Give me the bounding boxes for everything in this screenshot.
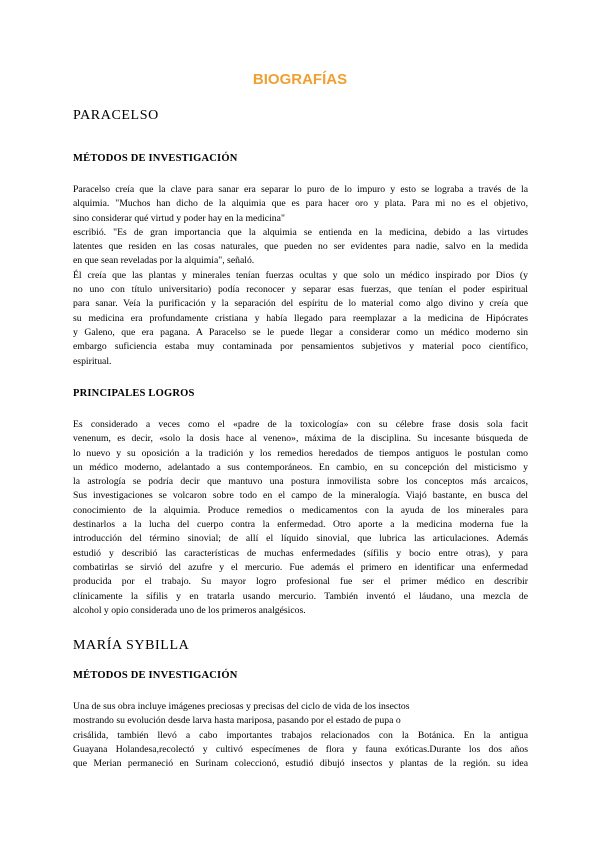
text-line: en que sean reveladas por la alquimia", señaló. xyxy=(73,255,255,267)
text-line: espiritual. xyxy=(73,355,112,367)
subsection-heading-methods: MÉTODOS DE INVESTIGACIÓN xyxy=(73,670,238,681)
text-line: crisálida, también llevó a cabo importantes trabajos relacionados con la Botánica. En la antigua xyxy=(73,729,528,741)
paragraph-maria-methods xyxy=(73,700,528,771)
section-heading-paracelso: PARACELSO xyxy=(73,108,159,123)
text-line: lo nuevo y su oposición a la tradición y los remedios heredados de tiempos antiguos le postulan como xyxy=(73,447,528,459)
text-line: escribió. "Es de gran importancia que la alquimia se entienda en la medicina, debido a las virtudes xyxy=(73,226,528,238)
text-line: embargo suficiencia estaba muy contaminada por pensamientos subjetivos y material poco científico, xyxy=(73,341,528,353)
subsection-heading-achievements: PRINCIPALES LOGROS xyxy=(73,388,195,399)
text-line: un médico moderno, adelantado a sus contemporáneos. En cambio, en su concepción del misticismo y xyxy=(73,461,528,473)
text-line: estudió y describió las características de muchas enfermedades (sífilis y bocio entre otras), y para xyxy=(73,547,528,559)
text-line: alquimia. "Muchos han dicho de la alquimia que es para hacer oro y plata. Para mi no es el objetivo, xyxy=(73,198,528,210)
text-line: introducción del término sinovial; de allí el líquido sinovial, que lubrica las articulaciones. Además xyxy=(73,533,528,545)
text-line: Guayana Holandesa,recolectó y cultivó especímenes de flora y fauna exóticas.Durante los dos años xyxy=(73,743,528,755)
text-line: alcohol y opio considerada uno de los primeros analgésicos. xyxy=(73,604,306,616)
text-line: conocimiento de la alquimia. Produce remedios o medicamentos con la ayuda de los minerales para xyxy=(73,504,528,516)
paragraph-paracelso-methods xyxy=(73,183,528,369)
text-line: Sus investigaciones se volcaron sobre todo en el campo de la mineralogía. Viajó bastante, en busca del xyxy=(73,490,528,502)
text-line: su medicina era profundamente cristiana y había llegado para reemplazar a la medicina de Hipócrates xyxy=(73,312,528,324)
text-line: y Galeno, que era pagana. A Paracelso se le puede llegar a considerar como un médico moderno sin xyxy=(73,326,528,338)
text-line: que Merian permaneció en Surinam coleccionó, estudió dibujó insectos y plantas de la región. su idea xyxy=(73,758,528,770)
text-line: venenum, es decir, «solo la dosis hace al veneno», máxima de la disciplina. Su incesante búsqueda de xyxy=(73,433,528,445)
section-heading-maria-sybilla: MARÍA SYBILLA xyxy=(73,638,190,653)
text-line: latentes que residen en las cosas naturales, que pueden no ser evidentes para nadie, salvo en la medida xyxy=(73,241,528,253)
text-line: para sanar. Veía la purificación y la separación del espíritu de lo material como algo divino y creía que xyxy=(73,298,528,310)
text-line: producida por el trabajo. Su mayor logro profesional fue ser el primer médico en describir xyxy=(73,576,528,588)
text-line: Una de sus obra incluye imágenes preciosas y precisas del ciclo de vida de los insectos xyxy=(73,701,410,712)
text-line: mostrando su evolución desde larva hasta mariposa, pasando por el estado de pupa o xyxy=(73,715,401,727)
text-line: Paracelso creía que la clave para sanar era separar lo puro de lo impuro y esto se lograba a través de la xyxy=(73,184,528,195)
text-line: clínicamente la sífilis y en tratarla usando mercurio. También inventó el láudano, una mezcla de xyxy=(73,590,528,602)
text-line: la astrología se podría decir que mantuvo una postura inmovilista sobre los conceptos más arcaicos, xyxy=(73,476,528,488)
paragraph-paracelso-achievements xyxy=(73,418,528,618)
text-line: Él creía que las plantas y minerales tenían fuerzas ocultas y que solo un médico inspirado por Dios (y xyxy=(73,269,528,281)
document-title: BIOGRAFÍAS xyxy=(252,71,348,88)
subsection-heading-methods: MÉTODOS DE INVESTIGACIÓN xyxy=(73,153,238,164)
text-line: sino considerar qué virtud y poder hay en la medicina" xyxy=(73,212,285,224)
text-line: combatirlas se sirvió del azufre y el mercurio. Fue además el primero en identificar una enfermedad xyxy=(73,561,528,573)
text-line: no uno con título universitario) podía reconocer y separar esas fuerzas, que tenían el poder espiritual xyxy=(73,284,528,296)
text-line: destinarlos a la lucha del cuerpo contra la enfermedad. Otro aporte a la medicina moderna fue la xyxy=(73,519,528,531)
text-line: Es considerado a veces como el «padre de la toxicología» con su célebre frase dosis sola facit xyxy=(73,419,528,430)
